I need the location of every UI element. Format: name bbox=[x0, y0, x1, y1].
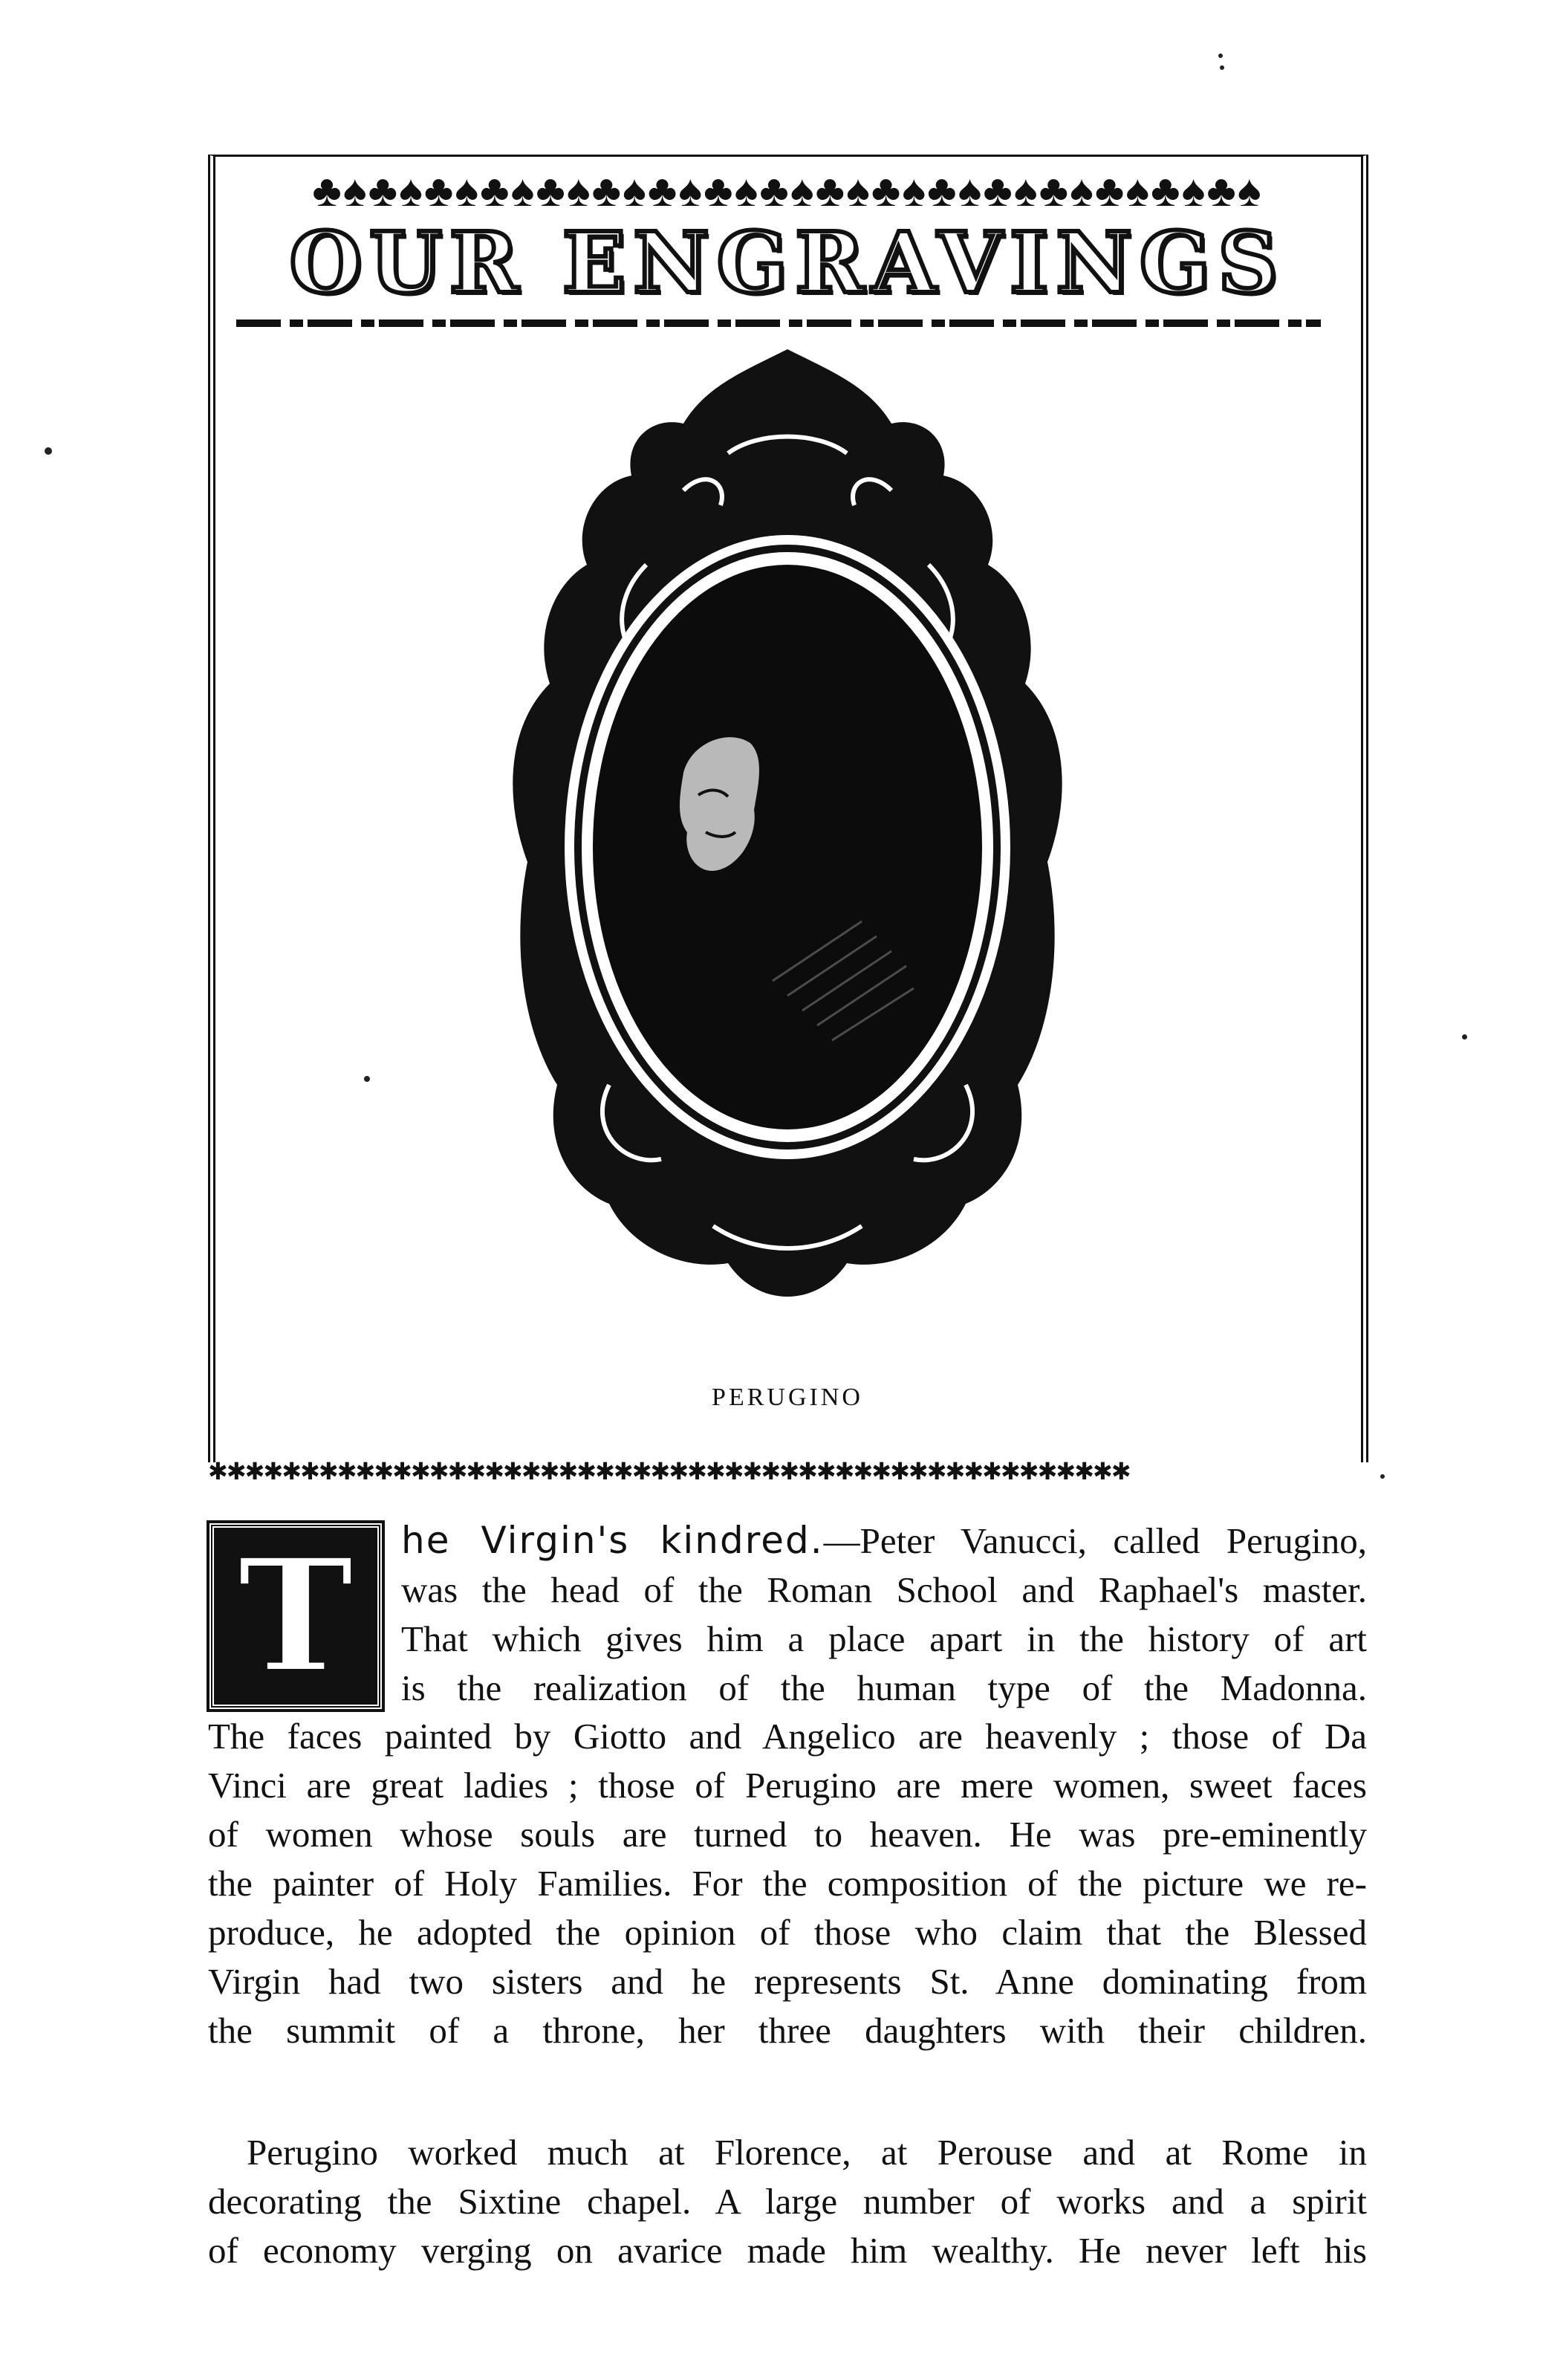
article-line: Perugino worked much at Florence, at Perouse and at Rome in bbox=[247, 2132, 1367, 2173]
scan-speck bbox=[1220, 65, 1224, 70]
drop-cap: T bbox=[209, 1523, 382, 1709]
article-line: the painter of Holy Families. For the composition of the picture we re- bbox=[208, 1863, 1367, 1904]
article-line: Vinci are great ladies ; those of Perugino are mere women, sweet faces bbox=[208, 1765, 1367, 1806]
ornament-border: ♣♠♣♠♣♠♣♠♣♠♣♠♣♠♣♠♣♠♣♠♣♠♣♠♣♠♣♠♣♠♣♠♣♠ bbox=[312, 166, 1263, 215]
portrait-oval bbox=[593, 565, 982, 1129]
article-line: he Virgin's kindred.—Peter Vanucci, called Perugino, bbox=[401, 1519, 1368, 1562]
engraving-caption: PERUGINO bbox=[712, 1384, 863, 1411]
lead-phrase: he Virgin's kindred. bbox=[401, 1519, 824, 1562]
portrait-engraving bbox=[461, 342, 1114, 1337]
article-line: of economy verging on avarice made him wealthy. He never left his bbox=[208, 2230, 1367, 2271]
scan-speck bbox=[1218, 53, 1223, 58]
star-divider: ✱✱✱✱✱✱✱✱✱✱✱✱✱✱✱✱✱✱✱✱✱✱✱✱✱✱✱✱✱✱✱✱✱✱✱✱✱✱✱✱✱✱✱✱✱✱✱✱✱✱ bbox=[208, 1458, 1130, 1485]
page-title: OUR ENGRAVINGS bbox=[289, 215, 1286, 312]
article-paragraph-2 bbox=[208, 2128, 1367, 2275]
scan-speck bbox=[1380, 1474, 1385, 1479]
article-line: produce, he adopted the opinion of those who claim that the Blessed bbox=[208, 1912, 1367, 1953]
article-line: The faces painted by Giotto and Angelico are heavenly ; those of Da bbox=[208, 1716, 1367, 1757]
scan-speck bbox=[1462, 1034, 1467, 1040]
article-line: was the head of the Roman School and Raphael's master. bbox=[401, 1569, 1367, 1610]
title-rule bbox=[236, 320, 1321, 327]
article-line: of women whose souls are turned to heaven. He was pre-eminently bbox=[208, 1814, 1367, 1855]
article-body bbox=[208, 1712, 1367, 2055]
article-line: That which gives him a place apart in the history of art bbox=[401, 1618, 1367, 1659]
article-line: Virgin had two sisters and he represents St. Anne dominating from bbox=[208, 1961, 1367, 2002]
article-line: the summit of a throne, her three daughters with their children. bbox=[208, 2010, 1367, 2051]
article-intro bbox=[401, 1516, 1367, 1713]
scan-speck bbox=[45, 447, 52, 455]
article-line: is the realization of the human type of the Madonna. bbox=[401, 1667, 1367, 1708]
article-line: decorating the Sixtine chapel. A large number of works and a spirit bbox=[208, 2181, 1367, 2222]
